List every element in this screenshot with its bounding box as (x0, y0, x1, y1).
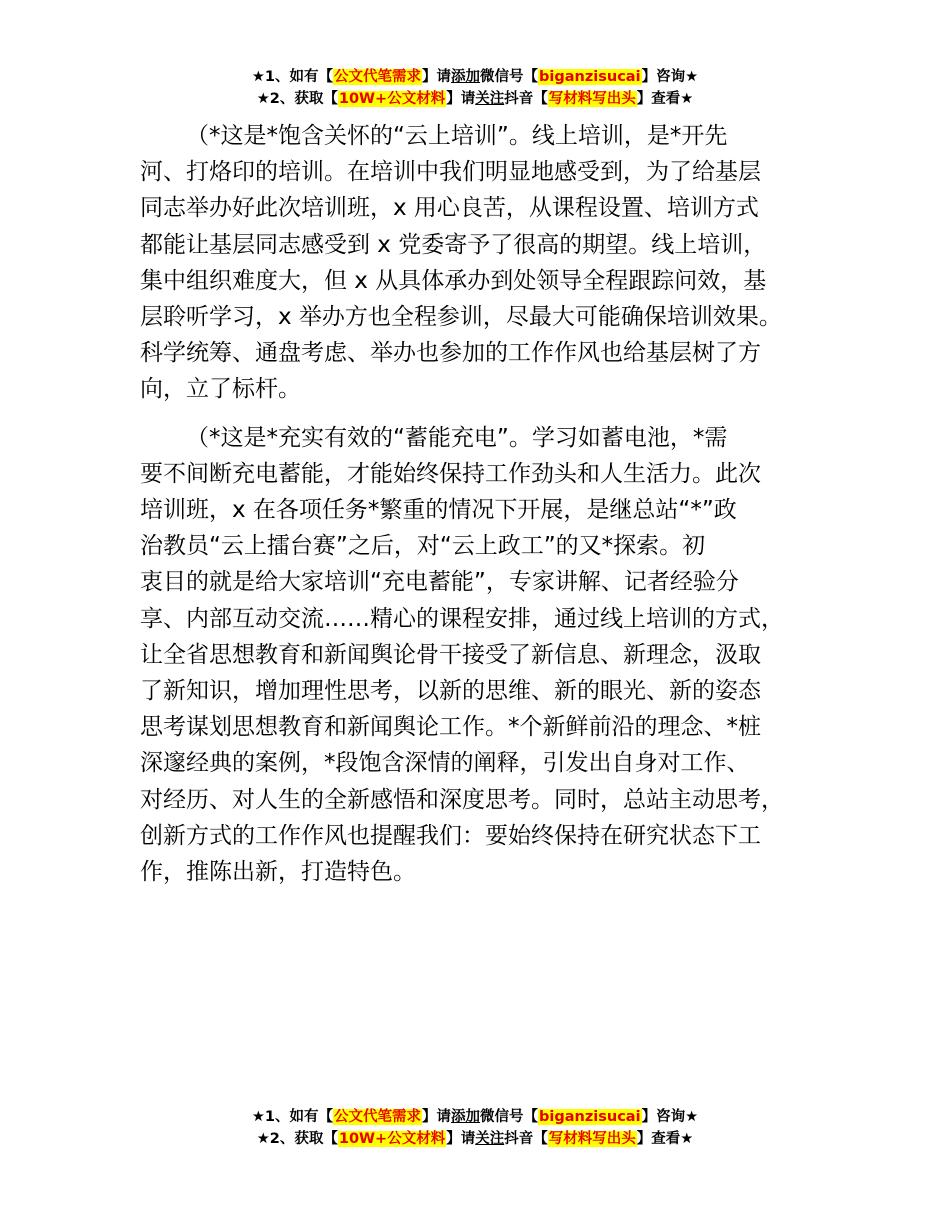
banner-text: 抖音【 (504, 91, 548, 107)
header-banner (0, 66, 950, 110)
banner-text: 】咨询★ (641, 69, 699, 85)
text-line: 深邃经典的案例，*段饱含深情的阐释，引发出自身对工作、 (140, 750, 750, 777)
banner-text: 】咨询★ (641, 1109, 699, 1125)
text-line: 创新方式的工作作风也提醒我们：要始终保持在研究状态下工 (140, 822, 761, 849)
banner-text: ★1、如有【 (251, 1109, 334, 1125)
banner-highlight: 10W+公文材料 (338, 91, 446, 107)
text-line: 享、内部互动交流……精心的课程安排，通过线上培训的方式， (140, 605, 784, 632)
text-line: 要不间断充电蓄能，才能始终保持工作劲头和人生活力。此次 (140, 460, 761, 487)
banner-highlight: biganzisucai (539, 1109, 641, 1125)
text-line: 对经历、对人生的全新感悟和深度思考。同时，总站主动思考， (140, 786, 784, 813)
text-line: （*这是*饱含关怀的“云上培训”。线上培训，是*开先 (186, 123, 728, 149)
text-line: 层聆听学习，x 举办方也全程参训，尽最大可能确保培训效果。 (140, 304, 782, 331)
text-line: 思考谋划思想教育和新闻舆论工作。*个新鲜前沿的理念、*桩 (140, 714, 761, 741)
banner-underlined: 添加 (451, 69, 481, 85)
banner-text: ★1、如有【 (251, 69, 334, 85)
text-line: 作，推陈出新，打造特色。 (140, 859, 416, 886)
banner-text: 】请 (446, 91, 476, 107)
footer-banner (0, 1106, 950, 1150)
banner-highlight: 10W+公文材料 (338, 1131, 446, 1147)
text-line: （*这是*充实有效的“蓄能充电”。学习如蓄电池，*需 (186, 424, 728, 451)
text-line: 同志举办好此次培训班，x 用心良苦，从课程设置、培训方式 (140, 195, 759, 222)
text-line: 让全省思想教育和新闻舆论骨干接受了新信息、新理念，汲取 (140, 641, 761, 668)
banner-text: 】请 (422, 1109, 452, 1125)
banner-highlight: 写材料写出头 (548, 91, 636, 107)
text-line: 向，立了标杆。 (140, 376, 301, 403)
banner-highlight: biganzisucai (539, 69, 641, 85)
banner-text: ★2、获取【 (256, 1131, 338, 1147)
banner-underlined: 添加 (451, 1109, 481, 1125)
banner-highlight: 写材料写出头 (548, 1131, 636, 1147)
banner-underlined: 关注 (475, 91, 505, 107)
paragraph-1 (140, 118, 840, 408)
text-line: 集中组织难度大，但 x 从具体承办到处领导全程跟踪问效，基 (140, 267, 767, 294)
text-line: 科学统筹、通盘考虑、举办也参加的工作作风也给基层树了方 (140, 340, 761, 367)
text-line: 培训班，x 在各项任务*繁重的情况下开展，是继总站“*”政 (140, 497, 737, 524)
banner-line-1 (0, 1106, 950, 1128)
banner-highlight: 公文代笔需求 (334, 1109, 422, 1125)
banner-text: 】请 (422, 69, 452, 85)
banner-text: 】查看★ (636, 1131, 694, 1147)
text-line: 衷目的就是给大家培训“充电蓄能”，专家讲解、记者经验分 (140, 569, 739, 596)
banner-text: 抖音【 (504, 1131, 548, 1147)
text-line: 河、打烙印的培训。在培训中我们明显地感受到，为了给基层 (140, 159, 761, 186)
text-line: 都能让基层同志感受到 x 党委寄予了很高的期望。线上培训， (140, 231, 767, 258)
banner-text: 微信号【 (480, 69, 539, 85)
banner-highlight: 公文代笔需求 (334, 69, 422, 85)
banner-underlined: 关注 (475, 1131, 505, 1147)
document-body (140, 118, 840, 890)
banner-line-1 (0, 66, 950, 88)
paragraph-2 (140, 420, 840, 891)
banner-line-2 (0, 1128, 950, 1150)
banner-text: 微信号【 (480, 1109, 539, 1125)
banner-line-2 (0, 88, 950, 110)
text-line: 了新知识，增加理性思考，以新的思维、新的眼光、新的姿态 (140, 678, 761, 705)
banner-text: 】请 (446, 1131, 476, 1147)
text-line: 治教员“云上擂台赛”之后，对“云上政工”的又*探索。初 (140, 533, 706, 560)
banner-text: 】查看★ (636, 91, 694, 107)
banner-text: ★2、获取【 (256, 91, 338, 107)
